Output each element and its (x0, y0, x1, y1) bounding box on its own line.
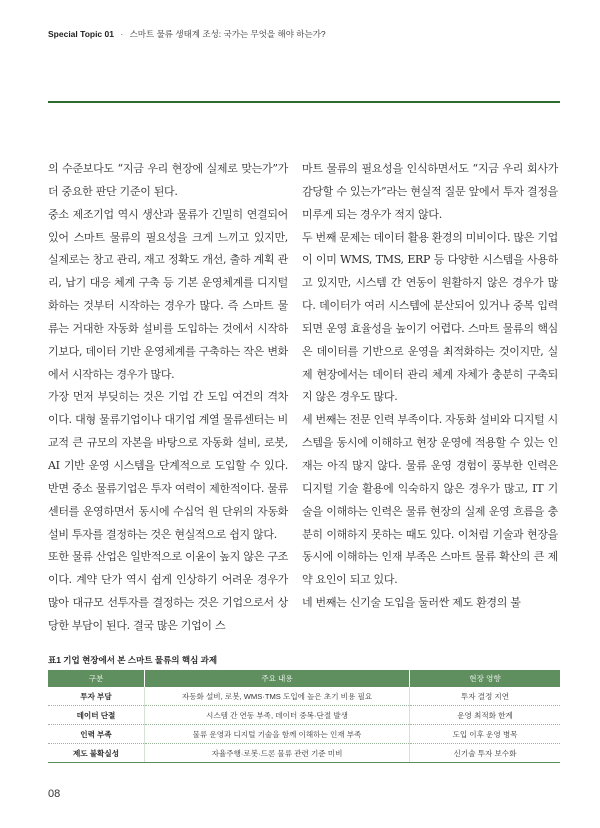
left-paragraph: 또한 물류 산업은 일반적으로 이윤이 높지 않은 구조이다. 계약 단가 역시 쉽게 인상하기 어려운 경우가 많아 대규모 선투자를 결정하는 것은 기업으로서 상당한 부담이 된다. 결국 많은 기업이 스 (48, 550, 288, 632)
column-header-category: 구분 (48, 670, 145, 687)
left-paragraph: 중소 제조기업 역시 생산과 물류가 긴밀히 연결되어 있어 스마트 물류의 필요성을 크게 느끼고 있지만, 실제로는 창고 관리, 재고 정확도 개선, 출하 계획 관리, 납기 대응 체계 구축 등 기본 운영체계를 디지털화하는 것부터 시작하는 경우가 많다. 즉 스마트 물류는 거대한 자동화 설비를 도입하는 것에서 시작하기보다, 데이터 기반 운영체계를 구축하는 작은 변화에서 시작하는 경우가 많다. (48, 207, 288, 381)
table-row (48, 744, 560, 763)
table-row (48, 725, 560, 744)
row-content: 자동화 설비, 로봇, WMS·TMS 도입에 높은 초기 비용 필요 (145, 687, 410, 706)
right-paragraph: 두 번째 문제는 데이터 활용 환경의 미비이다. 많은 기업이 이미 WMS, TMS, ERP 등 다양한 시스템을 사용하고 있지만, 시스템 간 연동이 원활하지 않은 경우가 많다. 데이터가 여러 시스템에 분산되어 있거나 중복 입력되면 운영 효율성을 높이기 어렵다. 스마트 물류의 핵심은 데이터를 기반으로 운영을 최적화하는 것이지만, 실제 현장에서는 데이터 관리 체계 자체가 충분히 구축되지 않은 경우도 많다. (302, 230, 558, 404)
column-header-content: 주요 내용 (145, 670, 410, 687)
left-paragraph: 의 수준보다도 “지금 우리 현장에 실제로 맞는가”가 더 중요한 판단 기준이 된다. (48, 162, 288, 198)
right-paragraph: 네 번째는 신기술 도입을 둘러싼 제도 환경의 불 (302, 596, 521, 610)
header-separator: · (120, 29, 124, 39)
row-impact: 도입 이후 운영 병목 (410, 725, 561, 744)
row-category: 데이터 단절 (48, 706, 145, 725)
row-category: 제도 불확실성 (48, 744, 145, 763)
row-category: 인력 부족 (48, 725, 145, 744)
header-rule (48, 101, 560, 103)
column-header-impact: 현장 영향 (410, 670, 561, 687)
page-number: 08 (48, 788, 61, 800)
right-paragraph: 세 번째는 전문 인력 부족이다. 자동화 설비와 디지털 시스템을 동시에 이해하고 현장 운영에 적용할 수 있는 인재는 아직 많지 않다. 물류 운영 경험이 풍부한 인력은 디지털 기술 활용에 익숙하지 않은 경우가 많고, IT 기술을 이해하는 인력은 물류 현장의 실제 운영 흐름을 충분히 이해하지 못하는 때도 있다. 이처럼 기술과 현장을 동시에 이해하는 인재 부족은 스마트 물류 확산의 큰 제약 요인이 되고 있다. (302, 413, 558, 587)
table-title: 표1 기업 현장에서 본 스마트 물류의 핵심 과제 (48, 655, 218, 665)
row-impact: 운영 최적화 한계 (410, 706, 561, 725)
body-column-left (48, 158, 288, 638)
table-header-row (48, 670, 560, 687)
left-paragraph: 가장 먼저 부딪히는 것은 기업 간 도입 여건의 격차이다. 대형 물류기업이나 대기업 계열 물류센터는 비교적 큰 규모의 자본을 바탕으로 자동화 설비, 로봇, AI 기반 운영 시스템을 단계적으로 도입할 수 있다. 반면 중소 물류기업은 투자 여력이 제한적이다. 물류센터를 운영하면서 동시에 수십억 원 단위의 자동화 설비 투자를 결정하는 것은 현실적으로 쉽지 않다. (48, 390, 288, 541)
row-content: 물류 운영과 디지털 기술을 함께 이해하는 인재 부족 (145, 725, 410, 744)
row-category: 투자 부담 (48, 687, 145, 706)
row-content: 시스템 간 연동 부족, 데이터 중복·단절 발생 (145, 706, 410, 725)
header-subtitle: 스마트 물류 생태계 조성: 국가는 무엇을 해야 하는가? (129, 29, 326, 39)
row-content: 자율주행·로봇·드론 물류 관련 기준 미비 (145, 744, 410, 763)
row-impact: 투자 결정 지연 (410, 687, 561, 706)
table-row (48, 687, 560, 706)
challenges-table (48, 670, 560, 763)
table-row (48, 706, 560, 725)
row-impact: 신기술 투자 보수화 (410, 744, 561, 763)
right-paragraph: 마트 물류의 필요성을 인식하면서도 “지금 우리 회사가 감당할 수 있는가”라는 현실적 질문 앞에서 투자 결정을 미루게 되는 경우가 적지 않다. (302, 162, 558, 221)
header-topic: Special Topic 01 (48, 29, 114, 39)
body-column-right (302, 158, 558, 615)
running-header (48, 28, 326, 40)
